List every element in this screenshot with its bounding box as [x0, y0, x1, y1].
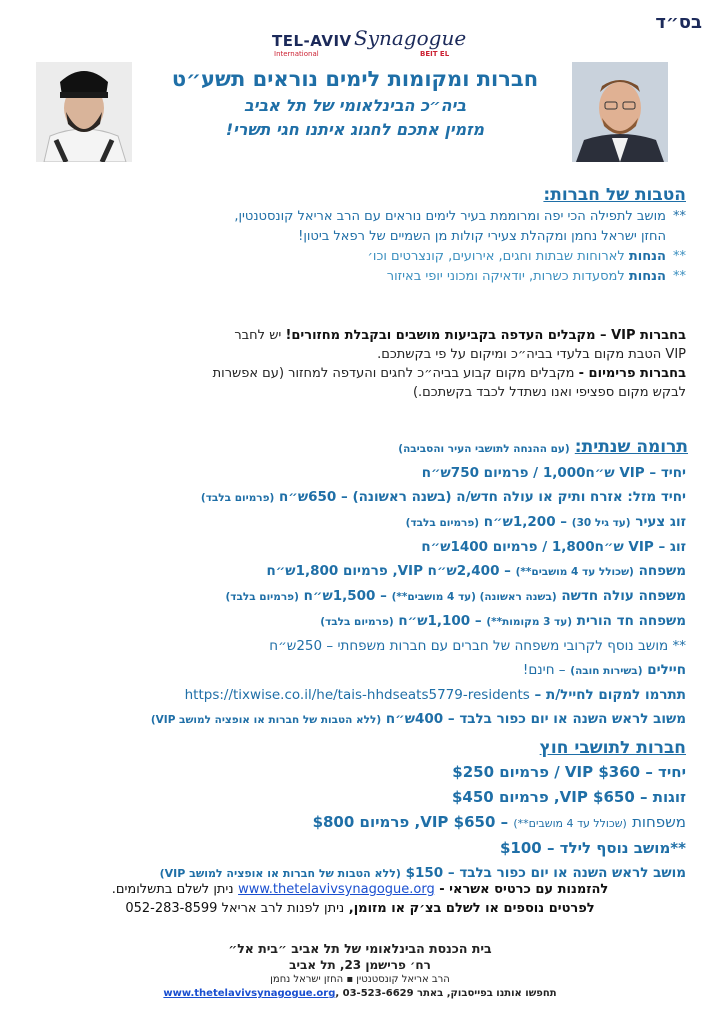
annual-title: תרומה שנתית: — [574, 437, 688, 457]
abroad-section — [26, 736, 706, 886]
abroad-title: חברות לתושבי חוץ — [539, 738, 686, 758]
price-row: חיילים (בשירות חובה) – חינם! — [522, 662, 686, 678]
synagogue-logo: TEL-AVIV Synagogue International BEIT EL — [272, 26, 467, 58]
contact-section — [40, 880, 680, 918]
price-row: זוג צעיר (עד גיל 30) – 1,200ש״ח (פרמיום בלבד) — [405, 514, 686, 530]
price-row: משפחה עולה חדשה (בשנה ראשונה) (עד 4 מושבים**) – 1,500ש״ח (פרמיום בלבד) — [225, 588, 686, 604]
benefit-item: **הנחות לארוחות שבתות וחגים, אירועים, קונצרטים וכו׳ — [367, 249, 686, 264]
benefits-title: הטבות של חברות: — [543, 185, 686, 205]
price-row: זוג – VIP ש״ח1,800 / פרמיום 1400ש״ח — [421, 539, 686, 555]
vip-description-cont: VIP הטבת מקום בלעדי בביה״כ ומיקום על פי בקשתכם. — [377, 347, 686, 362]
soldier-donation-row: תתרמו למקום לחייל/ת – https://tixwise.co.il/he/tais-hhdseats5779-residents — [184, 687, 686, 703]
premium-description-cont: לבקש מקום ספציפי ואנו נשתדל לכבד בקשתכם.) — [412, 385, 686, 400]
footer-website-link[interactable]: www.thetelavivsynagogue.org — [163, 988, 336, 999]
benefits-section — [36, 183, 686, 287]
annual-donation-section — [26, 435, 706, 732]
footer-address: רח׳ פרישמן 23, תל אביב — [289, 958, 431, 972]
price-row: משוב לראש השנה או יום כפור בלבד – 400ש״ח (ללא הטבות של חברות או אופציה למושב VIP) — [150, 711, 686, 727]
abroad-row: מושב לראש השנה או יום כפור בלבד – $150 (ללא הטבות של חברות או אופציה למושב VIP) — [159, 865, 686, 881]
flyer-heading — [140, 64, 570, 142]
price-row: משפחה חד הורית (עד 3 מקומות**) – 1,100ש״ח (פרמיום בלבד) — [320, 613, 686, 629]
footer — [0, 940, 720, 1001]
benefit-item: **הנחות למסעדות כשרות, יודאיקה ומכוני יופי באיזור — [386, 269, 686, 284]
membership-section — [36, 326, 686, 402]
benefit-item-cont: החזן ישראל נחמן ומקהלת צעירי קולות מן השמיים של רפאל ביטון! — [298, 229, 666, 244]
premium-description: בחברות פרימיום - מקבלים מקום קבוע בביה״כ לחגים והעדפה למחזור (עם אפשרות — [212, 366, 686, 381]
bsd-mark: בס״ד — [655, 12, 702, 33]
abroad-row: זוגות – $650 VIP, פרמיום $450 — [451, 788, 686, 806]
price-row: יחיד – VIP ש״ח1,000 / פרמיום 750ש״ח — [421, 465, 686, 481]
benefit-item: **מושב לתפילה הכי יפה ומרוממת בעיר לימים נוראים עם הרב אריאל קונסטנטין, — [234, 209, 686, 224]
abroad-row: משפחות (שכולל עד 4 מושבים**) – $650 VIP, פרמיום $800 — [312, 813, 686, 831]
abroad-row: יחיד – $360 VIP / פרמיום $250 — [452, 763, 686, 781]
vip-description: בחברות VIP – מקבלים העדפה בקביעות מושבים ובקבלת מחזורים! יש לחבר — [234, 328, 686, 343]
footer-staff: הרב אריאל קונסטנטין ▪ החזן ישראל נחמן — [270, 974, 450, 985]
invitation-line: מזמין אתכם לחגוג איתנו חגי תשרי! — [225, 120, 485, 139]
tixwise-link[interactable]: https://tixwise.co.il/he/tais-hhdseats5779-residents — [184, 687, 530, 703]
cantor-photo — [36, 62, 132, 162]
page-subtitle: ביה״כ הבינלאומי של תל אביב — [243, 96, 467, 115]
website-link[interactable]: www.thetelavivsynagogue.org — [238, 882, 435, 897]
cash-line: לפרטים נוספים או לשלם בצ׳ק או מזומן, ניתן לפנות לרב אריאל 052-283-8599 — [125, 901, 595, 916]
footer-name: בית הכנסת הבינלאומי של תל אביב ״בית אל״ — [228, 941, 492, 956]
price-row: ** מושב נוסף לקרובי משפחה של חברים עם חברות משפחתי – 250ש״ח — [269, 638, 686, 654]
footer-contact: תחפשו אותנו בפייסבוק, באתר www.thetelavivsynagogue.org, 03-523-6629 — [163, 988, 557, 999]
annual-title-row: תרומה שנתית: (עם ההנחה לתושבי העיר והסביבה) — [398, 437, 688, 457]
page-title: חברות ומקומות לימים נוראים תשע״ט — [171, 67, 539, 91]
rabbi-photo — [572, 62, 668, 162]
price-row: משפחה (שכולל עד 4 מושבים**) – 2,400ש״ח VIP, פרמיום 1,800ש״ח — [266, 563, 686, 579]
abroad-row: **מושב נוסף לילד – $100 — [499, 839, 686, 857]
price-row: יחיד מזל: אזרח ותיק או עולה חדש/ה (בשנה ראשונה) – 650ש״ח (פרמיום בלבד) — [200, 489, 686, 505]
credit-card-line: להזמנות עם כרטיס אשראי - www.thetelavivsynagogue.org ניתן לשלם בתשלומים. — [111, 882, 609, 897]
